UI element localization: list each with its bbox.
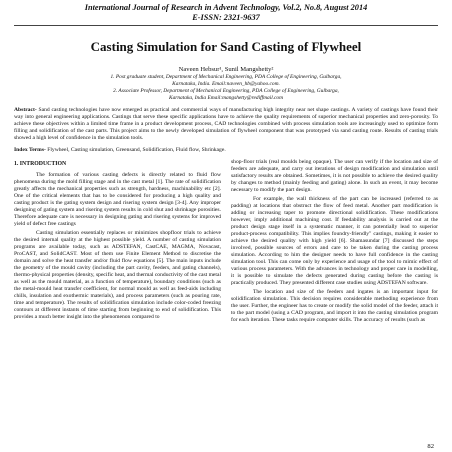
affiliation-line: Karnataka, India Email:mangshetty@rediffmail.com bbox=[168, 95, 284, 101]
body-paragraph: The location and size of the feeders and ingates is an important input for solidification simulation. This decision requires considerable methoding experience from the user. Further, the engineer has to create or modify the solid model of the feeder, attach it to the part model (using a CAD program, and import it into the casting simulation program for each iteration. These tasks require computer skills. The accuracy of results (such as bbox=[231, 289, 438, 323]
header-rule bbox=[14, 25, 438, 26]
body-paragraph: For example, the wall thickness of the part can be increased (referred to as padding) at locations that obstruct the flow of feed metal. Another part modification is adding or increasing taper to promote directional solidification. These modifications however, imply additional machining cost. If feedability analysis is carried out at the product design stage itself in a systematic manner, it can potentially lead to superior product-process compatibility. This implies foundry-friendly" castings, making it easier to achieve the desired quality with high yield [6]. Shamasundar [7] discussed the steps involved, possible sources of errors and care to be taken during the casting process simulation. According to him the designer needs to have full confidence in the casting simulation tool. This can come only by experience and usage of the tool to mimic effect of various process parameters. With the advances in technology and proper care in modelling, it is possible to simulate the defects generated during casting before the casting is practically produced. They presented different case studies using ADSTEFAN software. bbox=[231, 196, 438, 286]
index-terms-label: Index Terms- bbox=[14, 147, 46, 153]
body-paragraph: The formation of various casting defects is directly related to fluid flow phenomena during the mold filling stage and in the cast metal [1]. The rate of solidification greatly affects the mechanical properties such as strength, hardness, machinability etc [2]. One of the critical elements that has to be considered for producing a high quality and casting product is the gating system design and risering system design [3-4]. Any improper designing of gating system and risering system results in cold shut and shrinkage porosities. Therefore adequate care is necessary in designing gating and risering systems for improved yield of defect free castings bbox=[14, 172, 221, 227]
section-heading: 1. INTRODUCTION bbox=[14, 161, 67, 167]
index-terms bbox=[14, 147, 438, 154]
journal-header: International Journal of Research in Advent Technology, Vol.2, No.8, August 2014 bbox=[84, 3, 368, 12]
affiliation-line: 1. Post graduate student, Department of Mechanical Engineering, PDA College of Engineering, Gulbarga, bbox=[110, 74, 342, 80]
right-column bbox=[231, 159, 438, 326]
abstract bbox=[14, 107, 438, 142]
body-columns bbox=[14, 159, 438, 326]
affiliations bbox=[14, 74, 438, 102]
body-paragraph: Casting simulation essentially replaces or minimizes shopfloor trials to achieve the desired internal quality at the highest possible yield. A number of casting simulation programs are available today, such as ADSTEFAN, CastCAE, MAGMA, Novacast, ProCAST, and SolidCAST. Most of them use Finite Element Method to discretise the domain and solve the heat transfer and/or fluid flow equations [5]. The main inputs include the geometry of the mould cavity (including the part cavity, feeders, and gating channels), thermo-physical properties (density, specific heat, and thermal conductivity of the cast metal as well as the mould material, as a function of temperature), boundary conditions (such as the metal-mould heat transfer coefficient, for normal mould as well as feed-aids including chills, insulation and exothermic materials), and process parameters (such as pouring rate, time and temperature). The results of solidification simulation include color-coded freezing contours at different instants of time starting from beginning to end of solidification. This provides a much better insight into the phenomenon compared to bbox=[14, 230, 222, 320]
abstract-text: Sand casting technologies have now emerged as practical and commercial ways of manufacturing high integrity near net shape castings. A variety of castings have found their way into general engineering applications. Castings that serve these specific applications have to achieve the quality requirements of superior mechanical properties and zero-porosity. To achieve these objectives within a limited time frame in a product development process, CAD technologies combined with process simulation tools are increasingly used to optimize form filling and solidification of the cast parts. This project aims to the newly developed simulation of flywheel component that was prototyped via sand casting route. Results of casting trials showed a high level of confidence in the simulation tools. bbox=[14, 107, 438, 141]
affiliation-line: Karnataka, India. Email:naveen_hb@yahoo.com. bbox=[172, 81, 280, 87]
affiliation-line: 2. Associate Professor, Department of Mechanical Engineering, PDA College of Engineering, Gulbarga, bbox=[113, 88, 339, 94]
index-terms-text: Flywheel, Casting simulation, Greensand, Solidification, Fluid flow, Shrinkage. bbox=[45, 147, 226, 153]
author-line: Naveen Hebsur¹, Sunil Mangshetty² bbox=[178, 66, 274, 73]
page-number: 82 bbox=[427, 443, 434, 450]
abstract-label: Abstract- bbox=[14, 107, 37, 113]
paper-title: Casting Simulation for Sand Casting of Flywheel bbox=[90, 39, 362, 54]
body-paragraph: shop-floor trials (real moulds being opaque). The user can verify if the location and size of feeders are adequate, and carry out iterations of design modification and simulation until satisfactory results are obtained. Sometimes, it is not possible to achieve the desired quality by changes to method (mainly feeding and gating) alone. In such an event, it may become necessary to modify the part design. bbox=[231, 159, 438, 193]
left-column bbox=[14, 159, 221, 326]
issn-line: E-ISSN: 2321-9637 bbox=[192, 13, 260, 22]
